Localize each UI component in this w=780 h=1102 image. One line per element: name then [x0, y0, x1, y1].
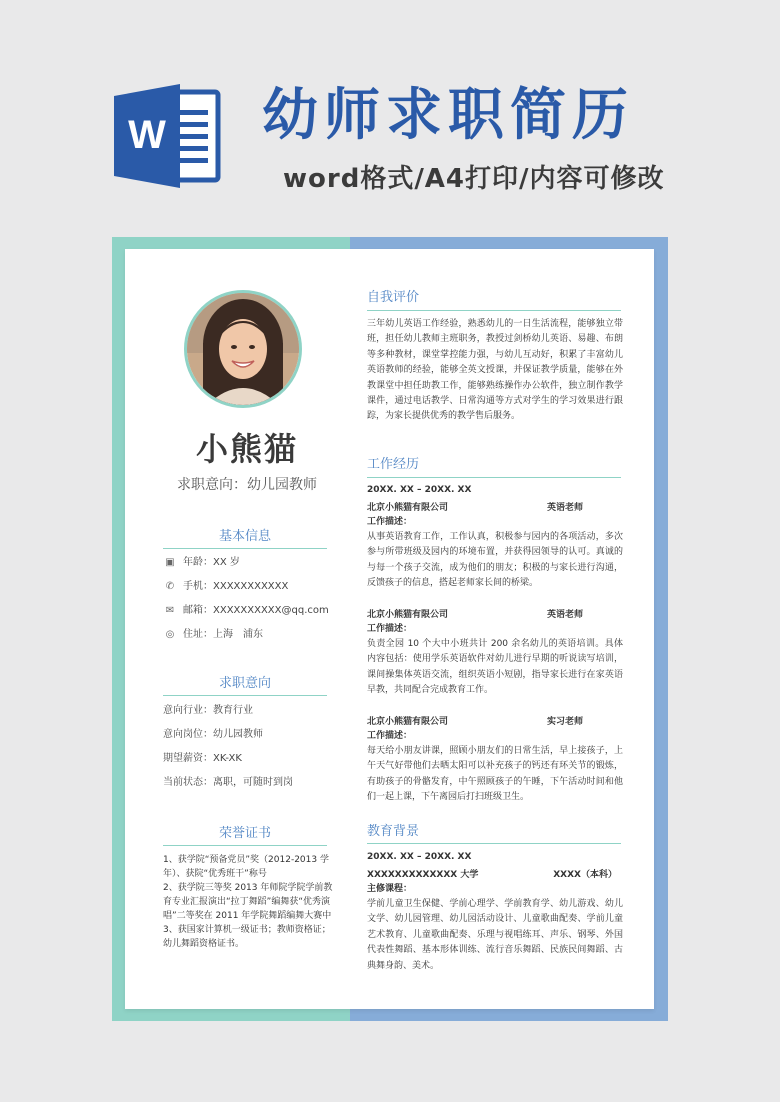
job-1-role: 英语老师 — [547, 503, 584, 513]
section-divider — [163, 695, 327, 696]
location-icon: ◎ — [165, 629, 175, 640]
section-title-honors: 荣誉证书 — [218, 826, 271, 841]
edu-school: XXXXXXXXXXXXX 大学 — [367, 870, 479, 880]
section-title-intent: 求职意向 — [218, 676, 271, 691]
job-1-header — [367, 501, 621, 515]
honors-text: 1、获学院“预备党员”奖（2012-2013 学年）、获院“优秀班干”称号 2、获学院三等奖 2013 年师院学院学前教育专业汇报演出“拉丁舞蹈”编舞获“优秀演唱”二等奖在 2011 年学院舞蹈编舞大赛中 3、获国家计算机一级证书；教师资格证；幼儿舞蹈资格证书。 — [163, 855, 333, 949]
edu-label: 主修课程： — [367, 884, 413, 894]
intent-salary: 期望薪资：XK-XK — [163, 753, 242, 764]
edu-header — [367, 868, 621, 882]
edu-date: 20XX. XX – 20XX. XX — [367, 852, 472, 862]
word-logo-letter: W — [128, 113, 166, 157]
info-row-address — [163, 628, 353, 642]
job-1-company: 北京小熊猫有限公司 — [367, 503, 449, 513]
calendar-icon: ▣ — [165, 557, 175, 568]
info-address: 住址：上海 浦东 — [183, 629, 263, 640]
intent-status: 当前状态：离职，可随时到岗 — [163, 777, 293, 788]
section-title-work: 工作经历 — [367, 457, 420, 472]
job-2-label: 工作描述： — [367, 624, 413, 634]
intent-position: 意向岗位：幼儿园教师 — [163, 729, 263, 740]
section-divider — [163, 548, 327, 549]
self-eval-text: 三年幼儿英语工作经验，熟悉幼儿的一日生活流程，能够独立带班，担任幼儿教师主班职务，教授过剑桥幼儿英语、易趣、布朗等多种教材，课堂掌控能力强，与幼儿互动好，积累了丰富幼儿英语教师的经验，能够全英文授课，并保证教学质量，能够在外教课堂中担任助教工作，能够熟练操作办公软件，独立制作教学课件，通过电话教学、日常沟通等方式对学生的学习效果进行跟踪，为家长提供优秀的教学售后服务。 — [367, 319, 623, 422]
edu-degree: XXXX（本科） — [553, 870, 617, 880]
info-row-phone — [163, 580, 353, 594]
info-row-age — [163, 556, 353, 570]
work-date: 20XX. XX – 20XX. XX — [367, 485, 472, 495]
section-divider — [163, 845, 327, 846]
job-3-company: 北京小熊猫有限公司 — [367, 717, 449, 727]
resume-paper — [125, 249, 654, 1009]
section-title-self-eval: 自我评价 — [367, 290, 420, 305]
job-3-desc: 每天给小朋友讲课，照顾小朋友们的日常生活，早上接孩子，上午天气好带他们去晒太阳可以补充孩子的钙还有环关节的锻炼，有助孩子的骨骼发育，中午照顾孩子的午睡，下午活动时间和他们一起上课，下午离园后打扫班级卫生。 — [367, 746, 623, 803]
job-1-label: 工作描述： — [367, 517, 413, 527]
job-3-header — [367, 715, 621, 729]
info-age: 年龄：XX 岁 — [183, 557, 240, 568]
info-phone: 手机：XXXXXXXXXXX — [183, 581, 289, 592]
intent-industry: 意向行业：教育行业 — [163, 705, 253, 716]
avatar-photo — [187, 293, 299, 405]
page-subtitle: word格式/A4打印/内容可修改 — [283, 164, 665, 194]
job-objective: 求职意向：幼儿园教师 — [177, 477, 317, 493]
word-logo-icon — [114, 84, 224, 188]
job-3-label: 工作描述： — [367, 731, 413, 741]
mail-icon: ✉ — [165, 605, 175, 616]
candidate-name: 小熊猫 — [195, 430, 298, 468]
job-3-role: 实习老师 — [547, 717, 584, 727]
info-email: 邮箱：XXXXXXXXXX@qq.com — [183, 605, 329, 616]
section-divider — [367, 477, 621, 478]
job-1-desc: 从事英语教育工作，工作认真，积极参与园内的各项活动，多次参与所带班级及园内的环境布置，并获得园领导的认可。真诚的与每一个孩子交流，成为他们的朋友；积极的与家长进行沟通，反馈孩子的信息，搭起老师家长间的桥梁。 — [367, 532, 623, 589]
section-divider — [367, 843, 621, 844]
phone-icon: ✆ — [165, 581, 175, 592]
section-divider — [367, 310, 621, 311]
section-title-education: 教育背景 — [367, 824, 420, 839]
job-2-desc: 负责全园 10 个大中小班共计 200 余名幼儿的英语培训。具体内容包括：使用学乐英语软件对幼儿进行早期的听说读写培训，课间操集体英语交流，组织英语小短剧，指导家长进行在家英语早教，共同配合完成教育工作。 — [367, 639, 623, 696]
page-title: 幼师求职简历 — [262, 83, 634, 148]
job-2-header — [367, 608, 621, 622]
info-row-email — [163, 604, 353, 618]
job-2-role: 英语老师 — [547, 610, 584, 620]
edu-courses: 学前儿童卫生保健、学前心理学、学前教育学、幼儿游戏、幼儿文学、幼儿园管理、幼儿园活动设计、儿童歌曲配奏、学前儿童艺术教育、儿童歌曲配奏、乐理与视唱练耳、声乐、钢琴、外国代表性舞蹈、基本形体训练、流行音乐舞蹈、民族民间舞蹈、古典舞身韵、美术。 — [367, 899, 623, 971]
avatar — [184, 290, 302, 408]
section-title-basic: 基本信息 — [218, 529, 271, 544]
job-2-company: 北京小熊猫有限公司 — [367, 610, 449, 620]
